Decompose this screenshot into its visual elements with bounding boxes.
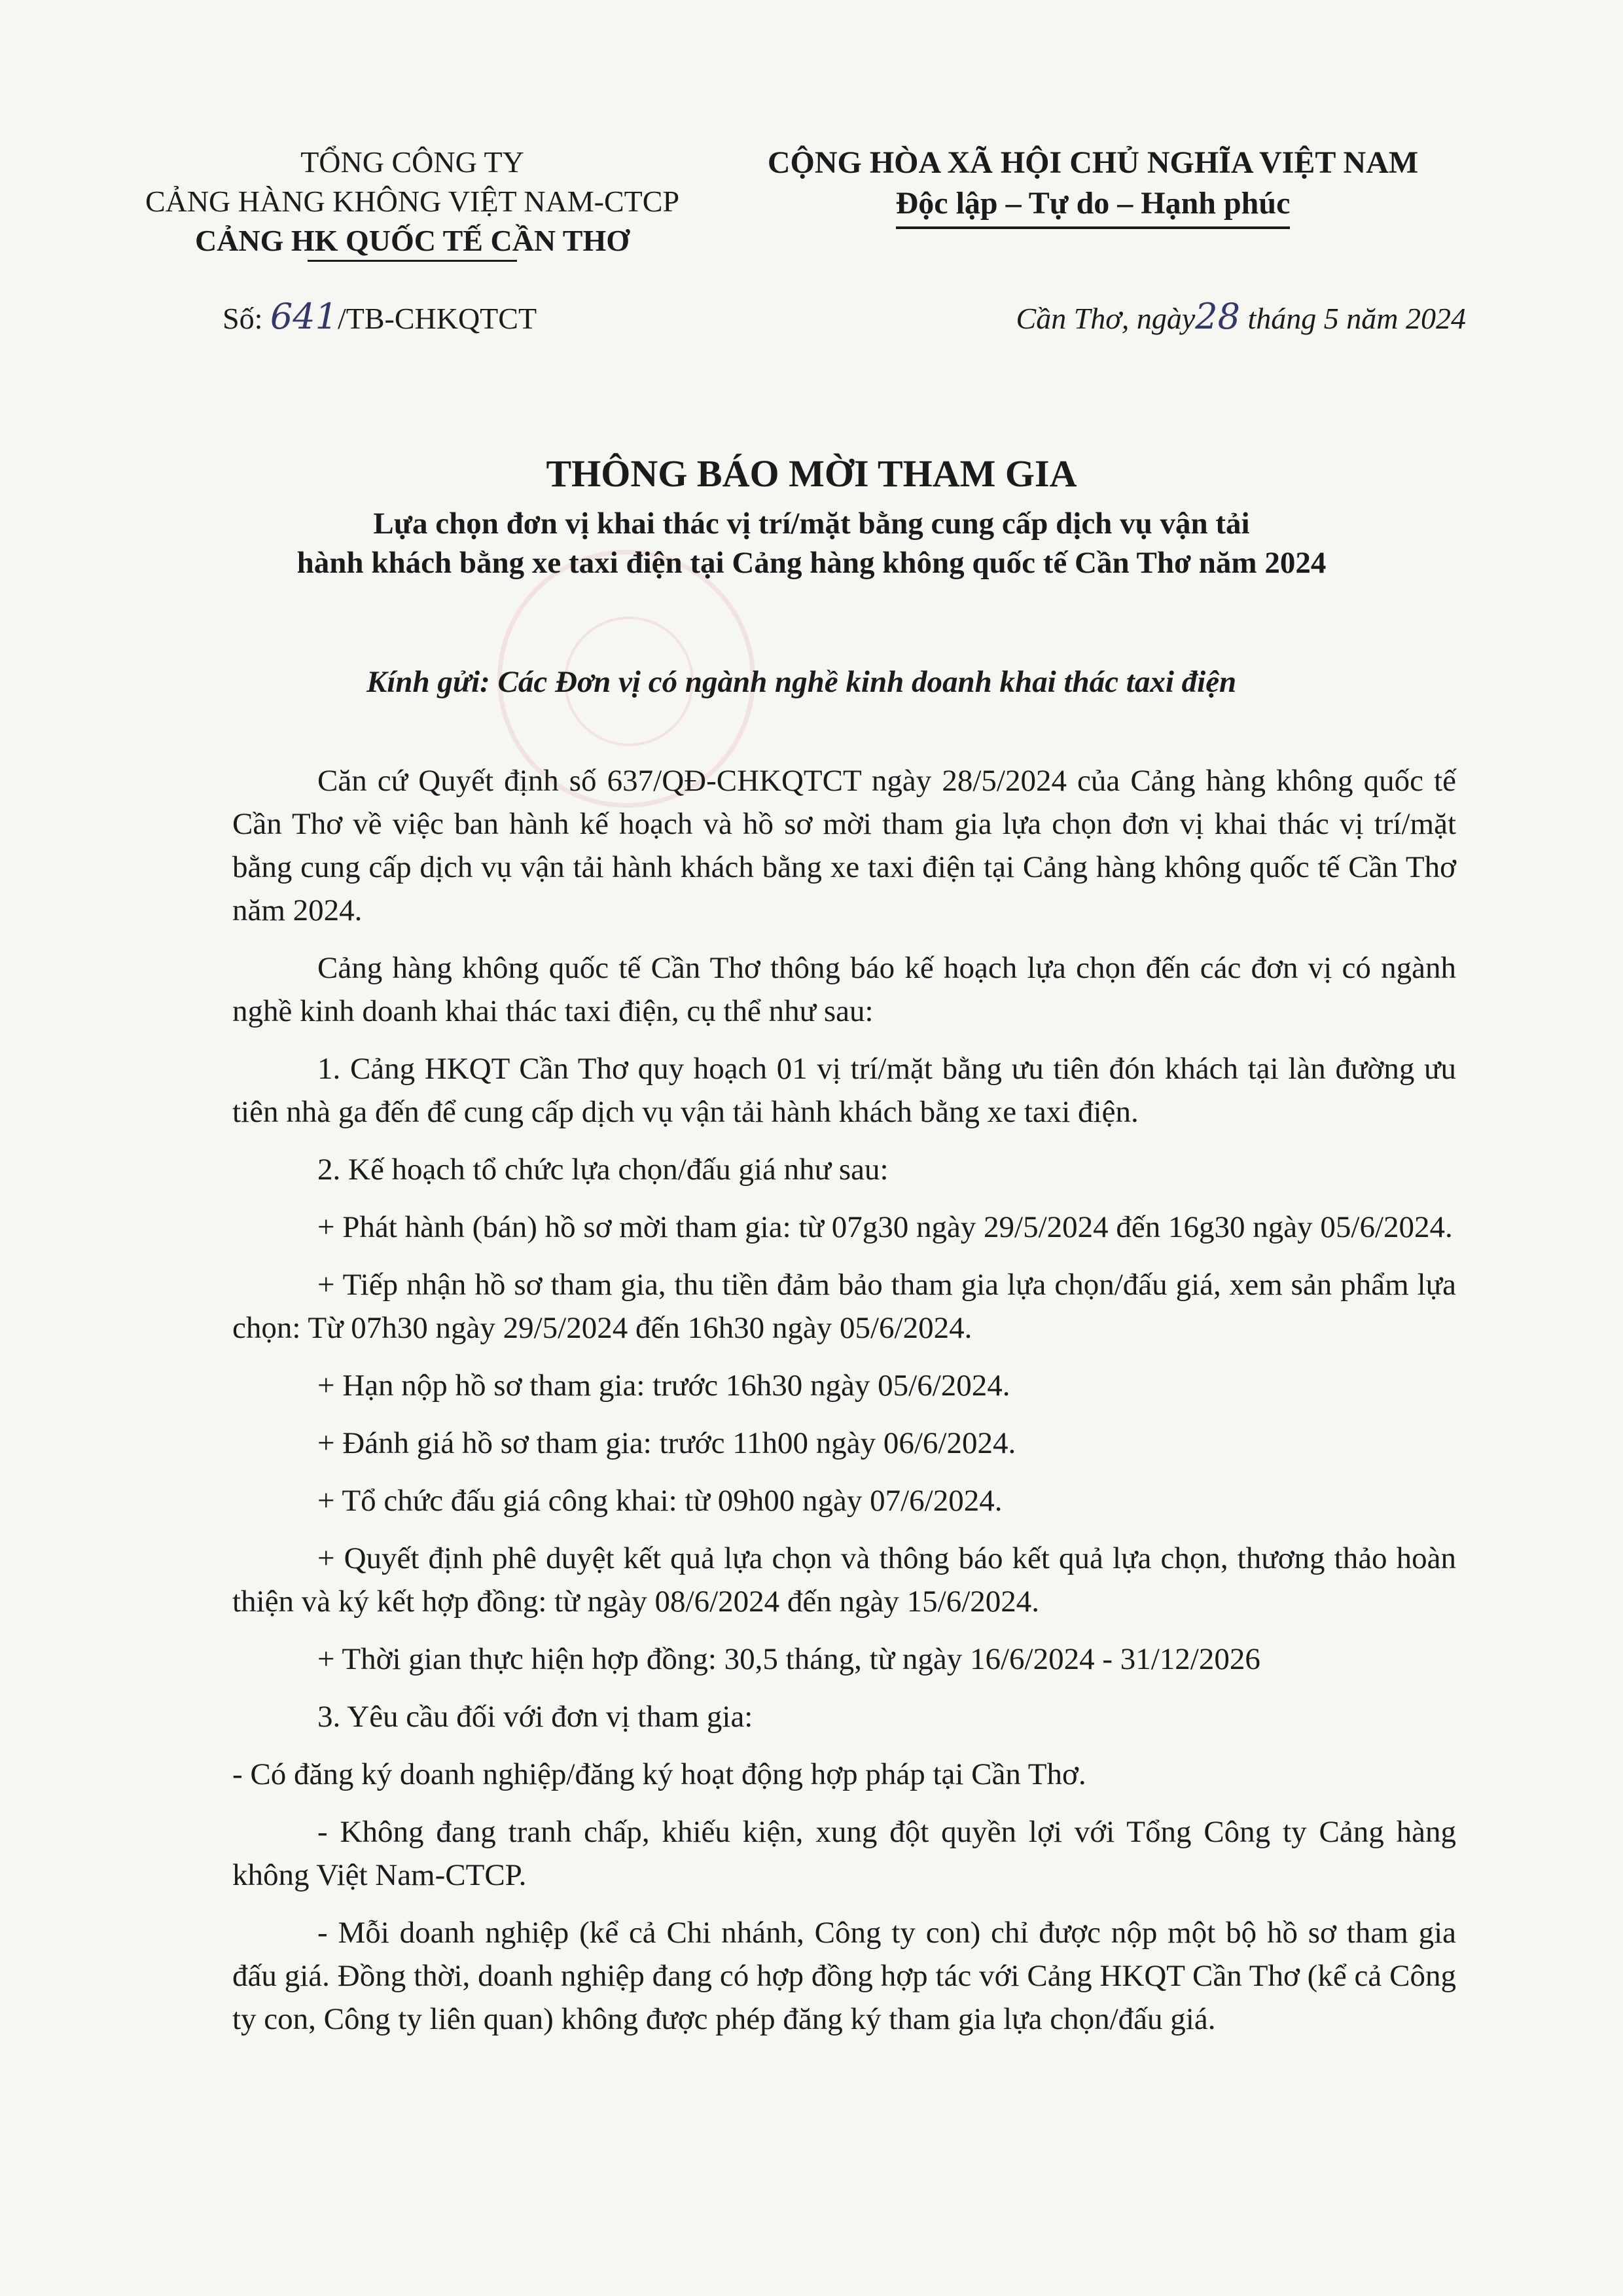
recipient-line: Kính gửi: Các Đơn vị có ngành nghề kinh doanh khai thác taxi điện	[366, 665, 1237, 699]
subtitle-line-2: hành khách bằng xe taxi điện tại Cảng hàng không quốc tế Cần Thơ năm 2024	[296, 546, 1327, 580]
date-suffix: tháng 5 năm 2024	[1247, 302, 1466, 335]
plan-item: + Phát hành (bán) hồ sơ mời tham gia: từ 07g30 ngày 29/5/2024 đến 16g30 ngày 05/6/2024.	[317, 1210, 1453, 1244]
date-prefix: Cần Thơ, ngày	[1016, 302, 1196, 335]
doc-no-suffix: /TB-CHKQTCT	[337, 302, 537, 335]
national-header	[720, 143, 1466, 229]
plan-item: + Tiếp nhận hồ sơ tham gia, thu tiền đảm bảo tham gia lựa chọn/đấu giá, xem sản phẩm lựa chọn: Từ 07h30 ngày 29/5/2024 đến 16h30 ngày 05/6/2024.	[232, 1268, 1456, 1345]
doc-no-handwritten: 641	[270, 296, 338, 337]
paragraph-basis: Căn cứ Quyết định số 637/QĐ-CHKQTCT ngày 28/5/2024 của Cảng hàng không quốc tế Cần Thơ về việc ban hành kế hoạch và hồ sơ mời tham gia lựa chọn đơn vị khai thác vị trí/mặt bằng cung cấp dịch vụ vận tải hành khách bằng xe taxi điện tại Cảng hàng không quốc tế Cần Thơ năm 2024.	[232, 764, 1456, 927]
plan-item: + Quyết định phê duyệt kết quả lựa chọn và thông báo kết quả lựa chọn, thương thảo hoàn thiện và ký kết hợp đồng: từ ngày 08/6/2024 đến ngày 15/6/2024.	[232, 1541, 1456, 1619]
org-line-3: CẢNG HK QUỐC TẾ CẦN THƠ	[194, 224, 630, 257]
plan-item: + Đánh giá hồ sơ tham gia: trước 11h00 ngày 06/6/2024.	[317, 1426, 1016, 1460]
section-1: 1. Cảng HKQT Cần Thơ quy hoạch 01 vị trí/mặt bằng ưu tiên đón khách tại làn đường ưu tiên nhà ga đến để cung cấp dịch vụ vận tải hành khách bằng xe taxi điện.	[232, 1052, 1456, 1129]
requirement-item: - Không đang tranh chấp, khiếu kiện, xung đột quyền lợi với Tổng Công ty Cảng hàng không Việt Nam-CTCP.	[232, 1815, 1456, 1892]
requirement-item: - Có đăng ký doanh nghiệp/đăng ký hoạt động hợp pháp tại Cần Thơ.	[232, 1757, 1086, 1791]
org-line-2: CẢNG HÀNG KHÔNG VIỆT NAM-CTCP	[145, 185, 680, 218]
section-2: 2. Kế hoạch tổ chức lựa chọn/đấu giá như sau:	[317, 1153, 889, 1187]
requirement-item: - Mỗi doanh nghiệp (kể cả Chi nhánh, Công ty con) chỉ được nộp một bộ hồ sơ tham gia đấu giá. Đồng thời, doanh nghiệp đang có hợp đồng hợp tác với Cảng HKQT Cần Thơ (kể cả Công ty con, Công ty liên quan) không được phép đăng ký tham gia lựa chọn/đấu giá.	[232, 1916, 1456, 2036]
issuing-organization	[118, 143, 707, 260]
date-day-handwritten: 28	[1195, 296, 1240, 337]
nation-title: CỘNG HÒA XÃ HỘI CHỦ NGHĨA VIỆT NAM	[767, 145, 1419, 180]
plan-item: + Thời gian thực hiện hợp đồng: 30,5 tháng, từ ngày 16/6/2024 - 31/12/2026	[317, 1642, 1260, 1676]
document-number	[223, 296, 537, 337]
plan-item: + Tổ chức đấu giá công khai: từ 09h00 ngày 07/6/2024.	[317, 1484, 1003, 1518]
org-underline	[308, 260, 517, 262]
doc-no-prefix: Số:	[223, 302, 263, 335]
document-body	[232, 759, 1456, 2055]
plan-item: + Hạn nộp hồ sơ tham gia: trước 16h30 ngày 05/6/2024.	[317, 1369, 1010, 1403]
section-3: 3. Yêu cầu đối với đơn vị tham gia:	[317, 1700, 753, 1734]
document-date	[1016, 296, 1466, 337]
paragraph-announcement: Cảng hàng không quốc tế Cần Thơ thông báo kế hoạch lựa chọn đến các đơn vị có ngành nghề kinh doanh khai thác taxi điện, cụ thể như sau:	[232, 951, 1456, 1028]
subtitle-line-1: Lựa chọn đơn vị khai thác vị trí/mặt bằng cung cấp dịch vụ vận tải	[373, 507, 1250, 541]
document-title: THÔNG BÁO MỜI THAM GIA	[546, 452, 1077, 495]
nation-motto: Độc lập – Tự do – Hạnh phúc	[896, 183, 1291, 229]
org-line-1: TỔNG CÔNG TY	[300, 145, 524, 179]
document-subtitle	[0, 504, 1623, 583]
